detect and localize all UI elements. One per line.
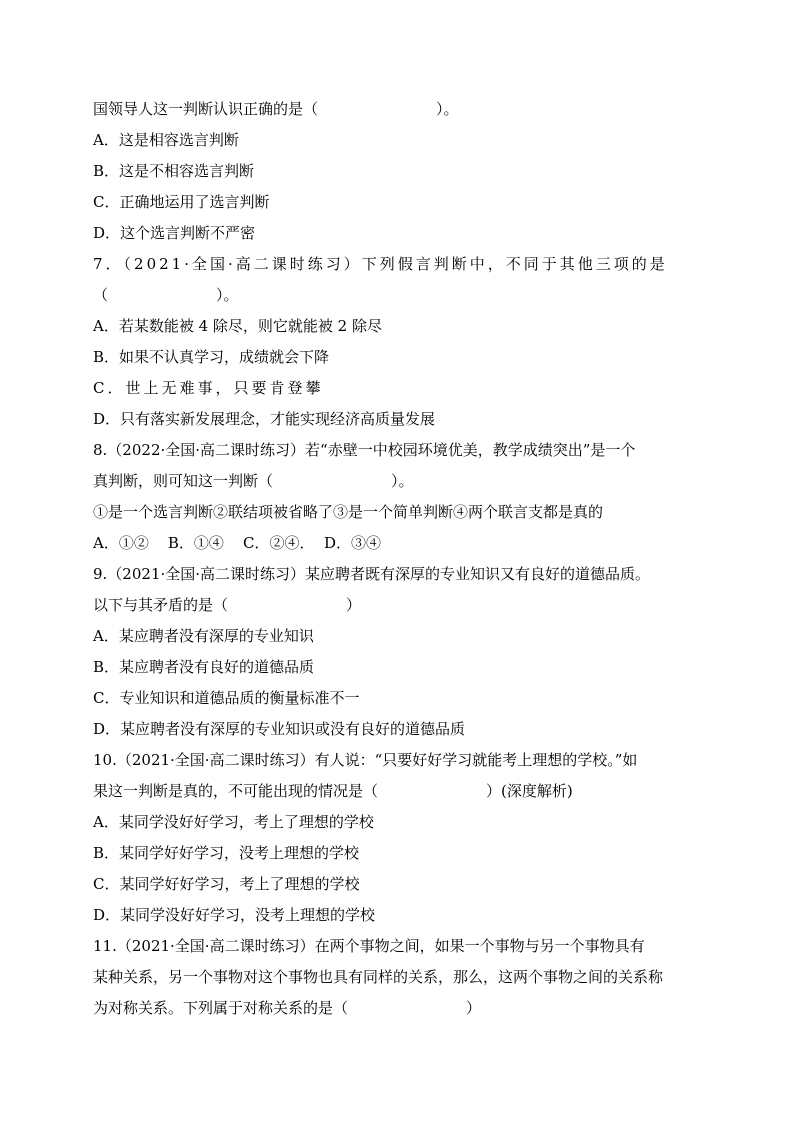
q9-stem-line2: [93, 590, 705, 621]
q8-stem-line1: 8.（2022·全国·高二课时练习）若“赤壁一中校园环境优美，教学成绩突出”是一个: [93, 441, 636, 459]
q11-stem-line1: 11.（2021·全国·高二课时练习）在两个事物之间，如果一个事物与另一个事物具有: [93, 937, 645, 955]
q7-open: （: [93, 286, 109, 304]
q6-option-b: B．这是不相容选言判断: [93, 162, 255, 180]
q7-stem-line1: 7．（2021·全国·高二课时练习）下列假言判断中，不同于其他三项的是: [93, 255, 668, 273]
q6-option-d: D．这个选言判断不严密: [93, 224, 256, 242]
q6-option-c: C．正确地运用了选言判断: [93, 193, 270, 211]
q8-stem-line2: [93, 466, 705, 497]
q10-option-d: D．某同学没好好学习，没考上理想的学校: [93, 906, 376, 924]
q10-option-b: B．某同学好好学习，没考上理想的学校: [93, 844, 360, 862]
q10-stem-line1: 10.（2021·全国·高二课时练习）有人说：“只要好好学习就能考上理想的学校。”如: [93, 751, 638, 769]
q11-stem-line3: [93, 993, 705, 1024]
question-list: [93, 94, 705, 1024]
q11-close: ）: [466, 999, 482, 1017]
q6-stem-text: 国领导人这一判断认识正确的是（: [93, 100, 319, 118]
q9-option-b: B．某应聘者没有良好的道德品质: [93, 658, 315, 676]
q11-open: 为对称关系。下列属于对称关系的是（: [93, 999, 349, 1017]
q9-option-c: C．专业知识和道德品质的衡量标准不一: [93, 689, 360, 707]
q7-option-b: B．如果不认真学习，成绩就会下降: [93, 348, 330, 366]
q6-option-a: A．这是相容选言判断: [93, 131, 239, 149]
q9-option-a: A．某应聘者没有深厚的专业知识: [93, 627, 314, 645]
q7-stem-line2: [93, 280, 705, 311]
q10-open: 果这一判断是真的，不可能出现的情况是（: [93, 782, 379, 800]
q7-close: ）。: [216, 286, 239, 304]
q6-stem-close: ）。: [436, 100, 459, 118]
q7-option-d: D．只有落实新发展理念，才能实现经济高质量发展: [93, 410, 436, 428]
q8-options: A．①② B．①④ C．②④． D．③④: [93, 534, 382, 552]
q8-statements: ①是一个选言判断②联结项被省略了③是一个简单判断④两个联言支都是真的: [93, 503, 604, 521]
q10-option-c: C．某同学好好学习，考上了理想的学校: [93, 875, 360, 893]
q9-option-d: D．某应聘者没有深厚的专业知识或没有良好的道德品质: [93, 720, 466, 738]
q9-stem-line1: 9.（2021·全国·高二课时练习）某应聘者既有深厚的专业知识又有良好的道德品质。: [93, 565, 651, 583]
q10-stem-line2: [93, 776, 705, 807]
q10-option-a: A．某同学没好好学习，考上了理想的学校: [93, 813, 374, 831]
q10-close: ）(深度解析): [486, 782, 573, 800]
q7-option-a: A．若某数能被 4 除尽，则它就能被 2 除尽: [93, 317, 382, 335]
q8-close: ）。: [391, 472, 414, 490]
q8-open: 真判断，则可知这一判断（: [93, 472, 274, 490]
q9-close: ）: [346, 596, 362, 614]
q9-open: 以下与其矛盾的是（: [93, 596, 229, 614]
q7-option-c: C．世上无难事，只要肯登攀: [93, 379, 324, 397]
q11-stem-line2: 某种关系，另一个事物对这个事物也具有同样的关系，那么，这两个事物之间的关系称: [93, 968, 664, 986]
q6-stem: [93, 94, 705, 125]
